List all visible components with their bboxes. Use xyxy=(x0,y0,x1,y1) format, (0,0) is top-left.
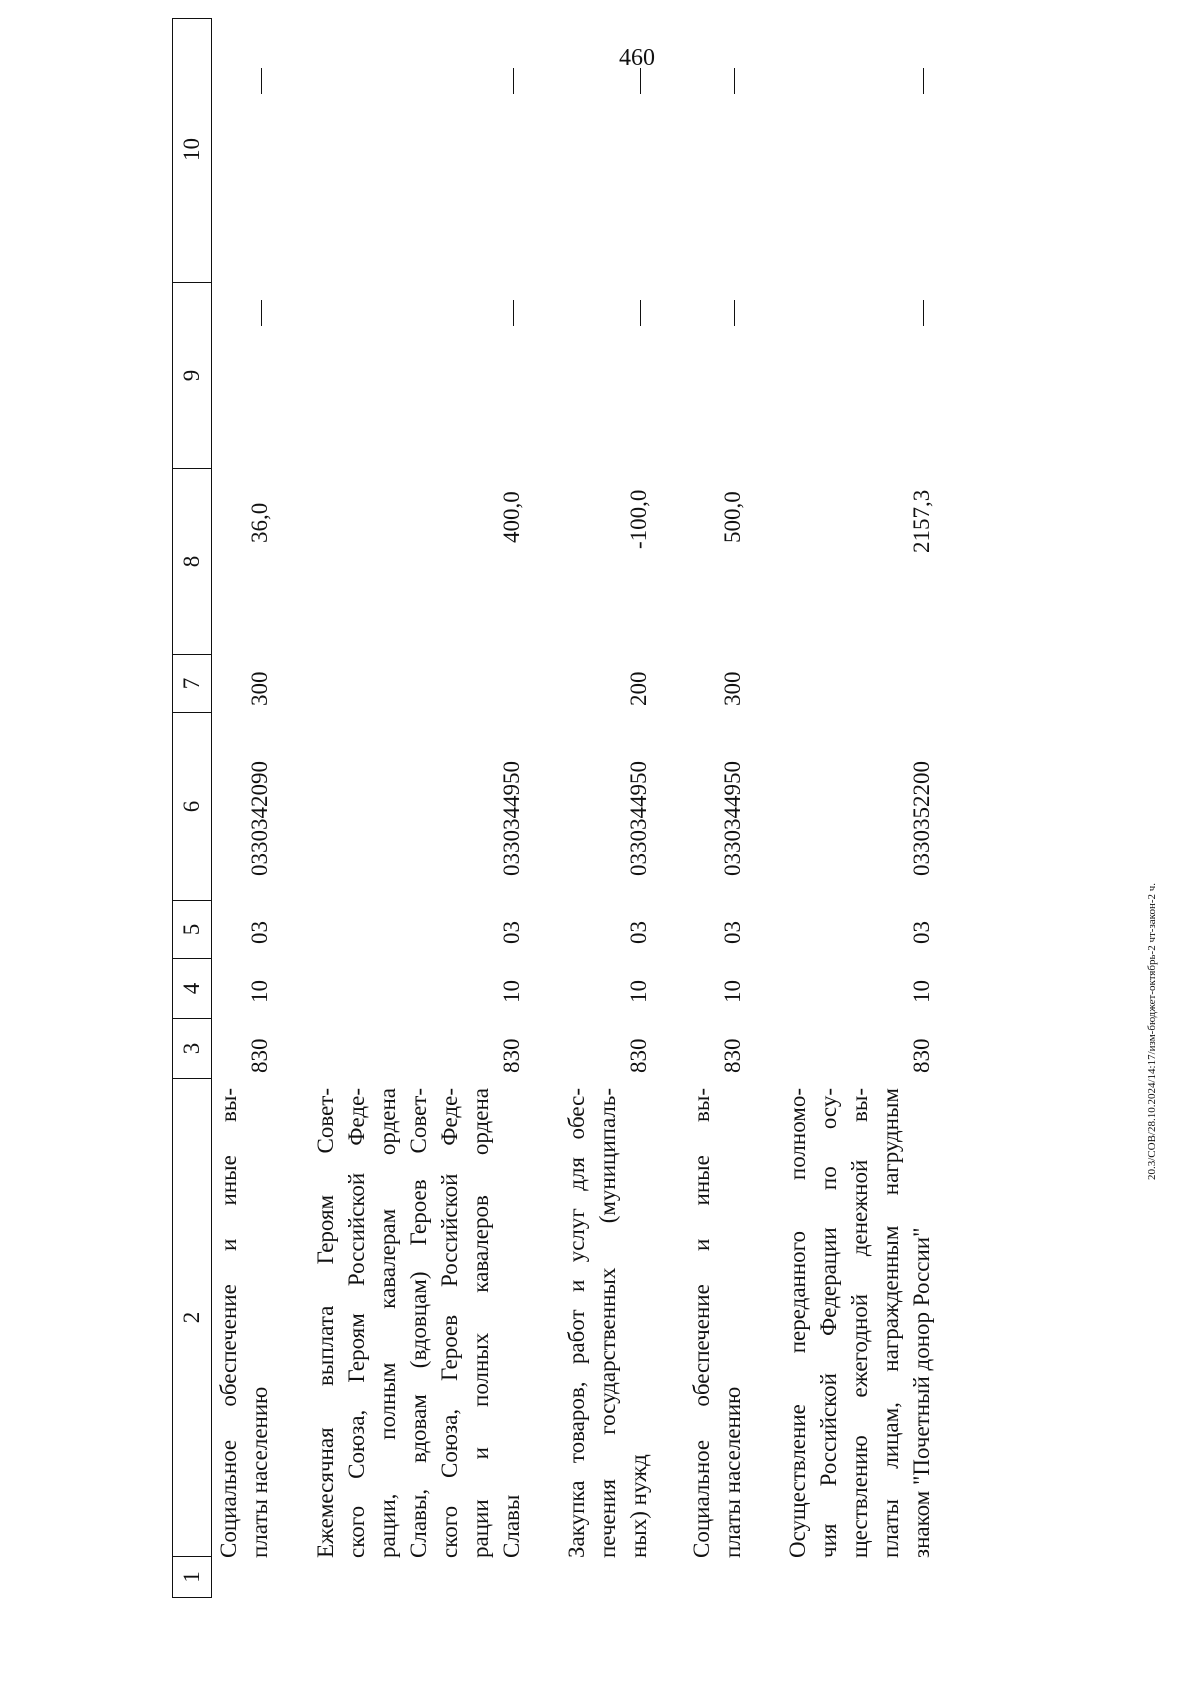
row-name-line: чия Российской Федерации по осу- xyxy=(816,1088,841,1558)
dash-col-9 xyxy=(923,300,924,326)
row-name-line: рации, полным кавалерам ордена xyxy=(375,1088,400,1558)
expense-type-code: 300 xyxy=(720,671,745,706)
dash-col-10 xyxy=(513,68,514,94)
budget-table xyxy=(172,18,1172,1598)
subsection-code: 03 xyxy=(626,921,651,944)
section-code: 10 xyxy=(909,980,934,1003)
section-code: 10 xyxy=(499,980,524,1003)
row-name xyxy=(686,1088,748,1558)
ministry-code: 830 xyxy=(626,1038,651,1073)
header-col-8: 8 xyxy=(173,469,211,655)
row-name-line: рации и полных кавалеров ордена xyxy=(468,1088,493,1558)
target-code: 0330352200 xyxy=(909,761,934,876)
section-code: 10 xyxy=(720,980,745,1003)
page-number: 460 xyxy=(619,45,655,71)
row-name-line: Славы xyxy=(499,1494,524,1558)
subsection-code: 03 xyxy=(720,921,745,944)
dash-col-9 xyxy=(640,300,641,326)
ministry-code: 830 xyxy=(499,1038,524,1073)
amount: 2157,3 xyxy=(909,489,934,553)
row-name xyxy=(782,1088,937,1558)
row-name-line: знаком "Почетный донор России" xyxy=(909,1227,934,1558)
dash-col-10 xyxy=(734,68,735,94)
row-name-line: ных) нужд xyxy=(626,1454,651,1558)
row-name-line: платы лицам, награжденным нагрудным xyxy=(878,1088,903,1558)
ministry-code: 830 xyxy=(247,1038,272,1073)
row-name-line: Славы, вдовам (вдовцам) Героев Совет- xyxy=(406,1088,431,1558)
amount: 500,0 xyxy=(720,491,745,543)
row-name-line: печения государственных (муниципаль- xyxy=(595,1088,620,1558)
subsection-code: 03 xyxy=(499,921,524,944)
row-name-line: платы населению xyxy=(720,1386,745,1558)
row-name xyxy=(561,1088,654,1558)
row-name-line: Осуществление переданного полномо- xyxy=(785,1088,810,1558)
dash-col-9 xyxy=(734,300,735,326)
row-name-line: Социальное обеспечение и иные вы- xyxy=(689,1088,714,1558)
header-col-10: 10 xyxy=(173,17,211,283)
expense-type-code: 200 xyxy=(626,671,651,706)
dash-col-10 xyxy=(640,68,641,94)
dash-col-9 xyxy=(513,300,514,326)
dash-col-9 xyxy=(261,300,262,326)
header-col-2: 2 xyxy=(173,1079,211,1557)
row-name-line: ского Союза, Героев Российской Феде- xyxy=(437,1088,462,1558)
row-name xyxy=(310,1088,527,1558)
row-name-line: Социальное обеспечение и иные вы- xyxy=(216,1088,241,1558)
header-col-4: 4 xyxy=(173,959,211,1019)
section-code: 10 xyxy=(247,980,272,1003)
row-name-line: Закупка товаров, работ и услуг для обес- xyxy=(564,1088,589,1558)
subsection-code: 03 xyxy=(909,921,934,944)
row-name xyxy=(213,1088,275,1558)
dash-col-10 xyxy=(261,68,262,94)
footer-code: 20.3/СОВ/28.10.2024/14:17/изм-бюджет-октябрь-2 чт-закон-2 ч. xyxy=(1146,882,1158,1180)
amount: 36,0 xyxy=(247,502,272,543)
header-col-6: 6 xyxy=(173,713,211,901)
row-name-line: ского Союза, Героям Российской Феде- xyxy=(344,1088,369,1558)
amount: -100,0 xyxy=(626,489,651,549)
target-code: 0330342090 xyxy=(247,761,272,876)
header-col-5: 5 xyxy=(173,901,211,959)
header-col-7: 7 xyxy=(173,655,211,713)
ministry-code: 830 xyxy=(720,1038,745,1073)
target-code: 0330344950 xyxy=(626,761,651,876)
target-code: 0330344950 xyxy=(499,761,524,876)
section-code: 10 xyxy=(626,980,651,1003)
expense-type-code: 300 xyxy=(247,671,272,706)
header-col-1: 1 xyxy=(179,1571,204,1583)
header-col-9: 9 xyxy=(173,283,211,469)
ministry-code: 830 xyxy=(909,1038,934,1073)
row-name-line: платы населению xyxy=(247,1386,272,1558)
dash-col-10 xyxy=(923,68,924,94)
amount: 400,0 xyxy=(499,491,524,543)
target-code: 0330344950 xyxy=(720,761,745,876)
row-name-line: ществлению ежегодной денежной вы- xyxy=(847,1088,872,1558)
table-header-row xyxy=(172,18,212,1598)
subsection-code: 03 xyxy=(247,921,272,944)
row-name-line: Ежемесячная выплата Героям Совет- xyxy=(313,1088,338,1558)
header-col-3: 3 xyxy=(173,1019,211,1079)
